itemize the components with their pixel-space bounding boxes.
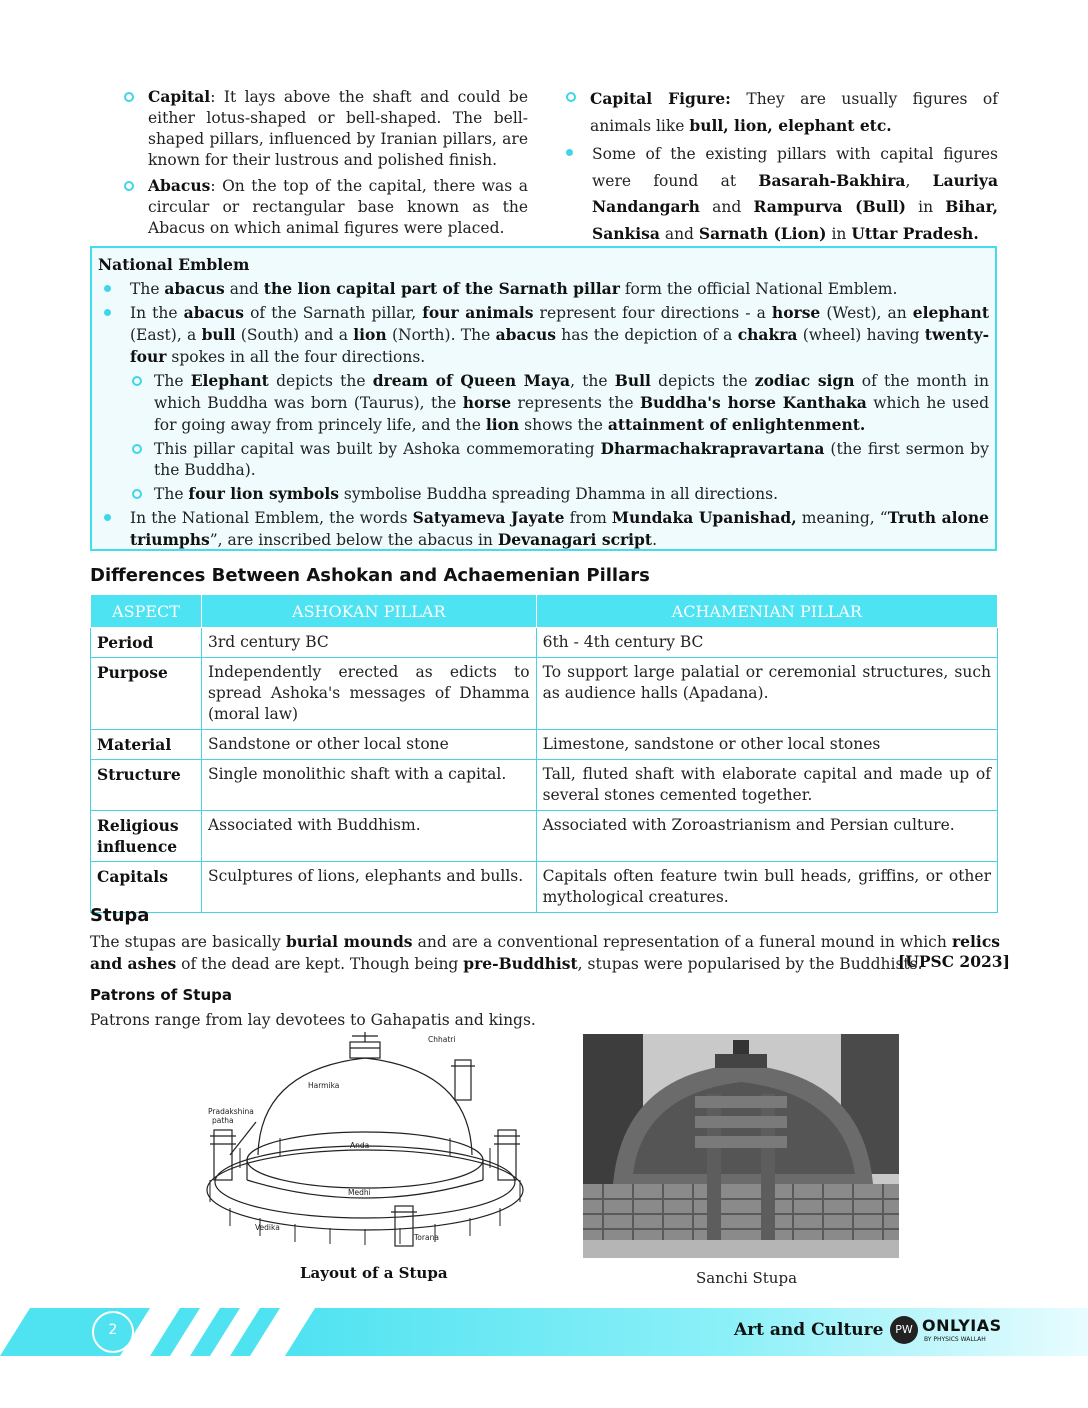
table-cell: Material — [91, 730, 202, 760]
logo-name: ONLYIAS — [922, 1316, 1002, 1335]
table-row — [91, 862, 998, 913]
table-cell: Limestone, sandstone or other local stones — [536, 730, 997, 760]
list-item: The abacus and the lion capital part of the Sarnath pillar form the official National Emblem. — [98, 278, 989, 300]
table-cell: Sculptures of lions, elephants and bulls. — [201, 862, 536, 913]
list-item: This pillar capital was built by Ashoka commemorating Dharmachakrapravartana (the first sermon by the Buddha). — [126, 438, 989, 481]
list-item: Capital Figure: They are usually figures of animals like bull, lion, elephant etc. — [560, 86, 998, 139]
column-header: ASPECT — [91, 595, 202, 628]
subject-label: Art and Culture — [734, 1320, 884, 1340]
table-cell: Independently erected as edicts to spread Ashoka's messages of Dhamma (moral law) — [201, 658, 536, 730]
table-cell: 6th - 4th century BC — [536, 628, 997, 658]
list-item: Capital: It lays above the shaft and could be either lotus-shaped or bell-shaped. The bell-shaped pillars, influenced by Iranian pillars, are known for their lustrous and polished finish. — [118, 86, 528, 171]
stupa-layout-diagram — [200, 1030, 530, 1250]
diagram-label: patha — [212, 1116, 234, 1125]
stupa-heading: Stupa — [90, 905, 150, 926]
national-emblem-box — [90, 246, 997, 551]
stupa-paragraph: The stupas are basically burial mounds and are a conventional representation of a funeral mound in which relics and ashes of the dead are kept. Though being pre-Buddhist, stupas were popularised by the Buddhists. — [90, 932, 1000, 973]
emblem-title: National Emblem — [98, 255, 250, 274]
list-item: The four lion symbols symbolise Buddha spreading Dhamma in all directions. — [126, 483, 989, 505]
section-heading: Differences Between Ashokan and Achaemenian Pillars — [90, 565, 650, 586]
diagram-label: Torana — [414, 1233, 439, 1242]
table-cell: Associated with Zoroastrianism and Persian culture. — [536, 811, 997, 862]
table-row — [91, 658, 998, 730]
list-item: In the National Emblem, the words Satyameva Jayate from Mundaka Upanishad, meaning, “Truth alone triumphs”, are inscribed below the abacus in Devanagari script. — [98, 507, 989, 551]
table-cell: To support large palatial or ceremonial structures, such as audience halls (Apadana). — [536, 658, 997, 730]
differences-table — [90, 594, 998, 913]
list-item: In the abacus of the Sarnath pillar, four animals represent four directions - a horse (West), an elephant (East), a bull (South) and a lion (North). The abacus has the depiction of a chakra (wheel) having twenty-four spokes in all the four directions. — [98, 302, 989, 368]
patrons-heading: Patrons of Stupa — [90, 986, 232, 1004]
table-cell: Sandstone or other local stone — [201, 730, 536, 760]
table-cell: Capitals often feature twin bull heads, griffins, or other mythological creatures. — [536, 862, 997, 913]
list-item: Abacus: On the top of the capital, there was a circular or rectangular base known as the Abacus on which animal figures were placed. — [118, 175, 528, 239]
table-cell: 3rd century BC — [201, 628, 536, 658]
table-row — [91, 628, 998, 658]
sanchi-stupa-photo — [583, 1034, 899, 1258]
column-header: ACHAMENIAN PILLAR — [536, 595, 997, 628]
diagram-label: Anda — [350, 1141, 370, 1150]
table-cell: Capitals — [91, 862, 202, 913]
table-row — [91, 730, 998, 760]
table-cell: Religious influence — [91, 811, 202, 862]
table-row — [91, 811, 998, 862]
logo-sub: BY PHYSICS WALLAH — [924, 1336, 986, 1343]
diagram-label: Chhatri — [428, 1035, 456, 1044]
diagram-label: Vedika — [255, 1223, 280, 1232]
table-row — [91, 760, 998, 811]
list-item: The Elephant depicts the dream of Queen Maya, the Bull depicts the zodiac sign of the month in which Buddha was born (Taurus), the horse represents the Buddha's horse Kanthaka which he used for going away from princely life, and the lion shows the attainment of enlightenment. — [126, 370, 989, 436]
patrons-text: Patrons range from lay devotees to Gahapatis and kings. — [90, 1011, 536, 1029]
column-header: ASHOKAN PILLAR — [201, 595, 536, 628]
diagram-label: Harmika — [308, 1081, 340, 1090]
caption-right: Sanchi Stupa — [696, 1269, 798, 1287]
list-item: Some of the existing pillars with capital figures were found at Basarah-Bakhira, Lauriya Nandangarh and Rampurva (Bull) in Bihar, Sankisa and Sarnath (Lion) in Uttar Pradesh. — [560, 142, 998, 247]
exam-tag: [UPSC 2023] — [898, 952, 1010, 971]
table-cell: Single monolithic shaft with a capital. — [201, 760, 536, 811]
page-number: 2 — [108, 1322, 118, 1338]
top-right-column — [560, 86, 998, 251]
top-left-column — [118, 86, 528, 243]
table-cell: Tall, fluted shaft with elaborate capital and made up of several stones cemented together. — [536, 760, 997, 811]
table-cell: Purpose — [91, 658, 202, 730]
logo-mark: PW — [890, 1316, 918, 1344]
caption-left: Layout of a Stupa — [300, 1264, 448, 1282]
diagram-label: Pradakshina — [208, 1107, 254, 1116]
table-header-row — [91, 595, 998, 628]
table-cell: Period — [91, 628, 202, 658]
table-cell: Structure — [91, 760, 202, 811]
table-cell: Associated with Buddhism. — [201, 811, 536, 862]
diagram-label: Medhi — [348, 1188, 371, 1197]
